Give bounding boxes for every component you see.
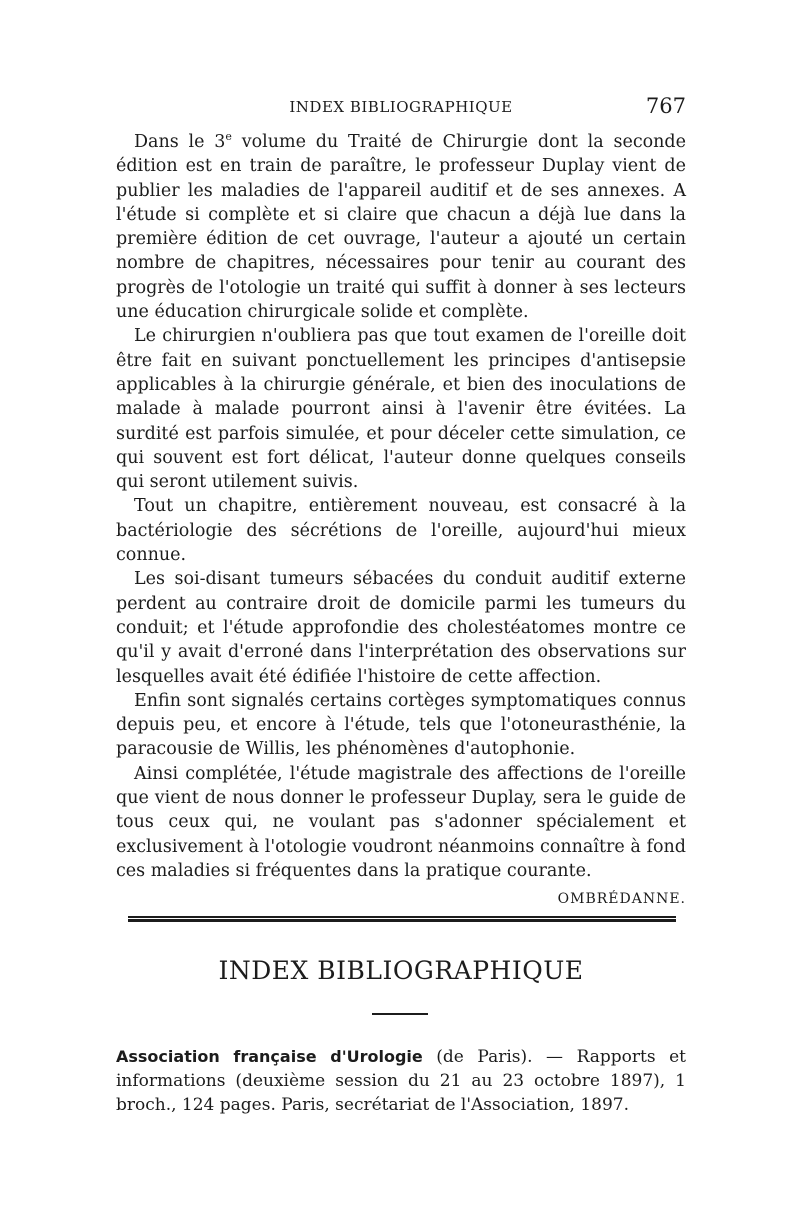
paragraph-1-rest: volume du Traité de Chirurgie dont la seconde édition est en train de paraître, le professeur Duplay vient de publier les maladies de l'appareil auditif et de ses annexes. A l'étude si complète et si claire que chacun a déjà lue dans la première édition de cet ouvrage, l'auteur a ajouté un certain nombre de chapitres, nécessaires pour tenir au courant des progrès de l'otologie un traité qui suffit à donner à ses lecteurs une éducation chirurgicale solide et complète.: [116, 132, 686, 323]
paragraph-6: Ainsi complétée, l'étude magistrale des affections de l'oreille que vient de nous donner le professeur Duplay, sera le guide de tous ceux qui, ne voulant pas s'adonner spécialement et exclusivement à l'otologie voudront néanmoins connaître à fond ces maladies si fréquentes dans la pratique courante.: [116, 763, 686, 881]
paragraph-4: Les soi-disant tumeurs sébacées du conduit auditif externe perdent au contraire droit de domicile parmi les tumeurs du conduit; et l'étude approfondie des cholestéatomes montre ce qu'il y avait d'erroné dans l'interprétation des observations sur lesquelles avait été édifiée l'histoire de cette affection.: [116, 569, 686, 687]
paragraph-5: Enfin sont signalés certains cortèges symptomatiques connus depuis peu, et encore à l'étude, tels que l'otoneurasthénie, la paracousie de Willis, les phénomènes d'autophonie.: [116, 690, 686, 760]
section-title: INDEX BIBLIOGRAPHIQUE: [218, 956, 584, 985]
paragraph-1-superscript: e: [225, 130, 232, 144]
review-text: [116, 130, 686, 912]
paragraph-1-start: Dans le 3: [134, 132, 226, 152]
paragraph-3: Tout un chapitre, entièrement nouveau, est consacré à la bactériologie des sécrétions de l'oreille, aujourd'hui mieux connue.: [116, 496, 686, 566]
short-rule-divider: [372, 1013, 428, 1015]
bibliography-entry: [116, 1045, 686, 1117]
paragraph-2: Le chirurgien n'oubliera pas que tout examen de l'oreille doit être fait en suivant ponctuellement les principes d'antisepsie applicables à la chirurgie générale, et bien des inoculations de malade à malade pourront ainsi à l'avenir être évitées. La surdité est parfois simulée, et pour déceler cette simulation, ce qui souvent est fort délicat, l'auteur donne quelques conseils qui seront utilement suivis.: [116, 326, 686, 493]
entry-head: Association française d'Urologie: [116, 1047, 423, 1066]
author-signature: OMBRÉDANNE.: [557, 891, 686, 908]
paragraph-1: [116, 130, 686, 324]
page-number: 767: [645, 94, 686, 118]
running-header: [116, 94, 686, 122]
entry-text: (de Paris). — Rapports et informations (deuxième session du 21 au 23 octobre 1897), 1 broch., 124 pages. Paris, secrétariat de l'Association, 1897.: [116, 1047, 686, 1115]
double-rule-divider: [128, 916, 676, 922]
running-title: INDEX BIBLIOGRAPHIQUE: [289, 98, 513, 116]
